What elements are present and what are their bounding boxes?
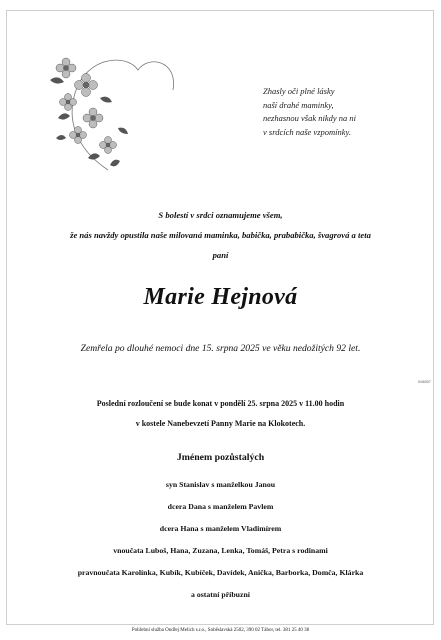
relative-line: dcera Dana s manželem Pavlem — [167, 502, 274, 511]
relatives-list — [0, 474, 441, 606]
relative-line: a ostatní příbuzní — [191, 590, 250, 599]
relative-line: dcera Hana s manželem Vladimírem — [159, 524, 282, 533]
behalf-heading: Jménem pozůstalých — [176, 452, 265, 463]
poem-line: naší drahé maminky, — [263, 99, 334, 110]
announcement-line: paní — [212, 250, 229, 260]
memorial-poem — [263, 85, 423, 139]
farewell-line: Poslední rozloučení se bude konat v pondělí 25. srpna 2025 v 11.00 hodin — [96, 399, 345, 408]
announcement-line: že nás navždy opustila naše milovaná maminka, babička, prababička, švagrová a teta — [70, 230, 371, 240]
relative-line: vnoučata Luboš, Hana, Zuzana, Lenka, Tomáš, Petra s rodinami — [113, 546, 328, 555]
poem-line: Zhasly oči plné lásky — [263, 86, 335, 96]
announcement-line: S bolestí v srdci oznamujeme všem, — [158, 210, 283, 220]
funeral-service-footer: Pohřební služba Ondřej Melich s.r.o., Soběslavská 2502, 390 02 Tábor, tel. 381 25 40 38 — [131, 628, 310, 633]
relative-line: pravnoučata Karolínka, Kubík, Kubíček, Davídek, Anička, Barborka, Domča, Klárka — [77, 568, 364, 577]
farewell-line: v kostele Nanebevzetí Panny Marie na Klokotech. — [135, 419, 306, 428]
floral-heart-icon — [38, 40, 178, 180]
poem-line: nezhasnou však nikdy na ni — [263, 113, 357, 123]
announcement — [0, 205, 441, 265]
poem-line: v srdcích naše vzpomínky. — [263, 126, 351, 137]
death-notice-line: Zemřela po dlouhé nemoci dne 15. srpna 2025 ve věku nedožitých 92 let. — [80, 343, 361, 354]
relative-line: syn Stanislav s manželkou Janou — [165, 480, 276, 489]
deceased-name: Marie Hejnová — [143, 284, 298, 310]
farewell-details — [0, 394, 441, 434]
document-number: 0/46307 — [418, 380, 431, 384]
